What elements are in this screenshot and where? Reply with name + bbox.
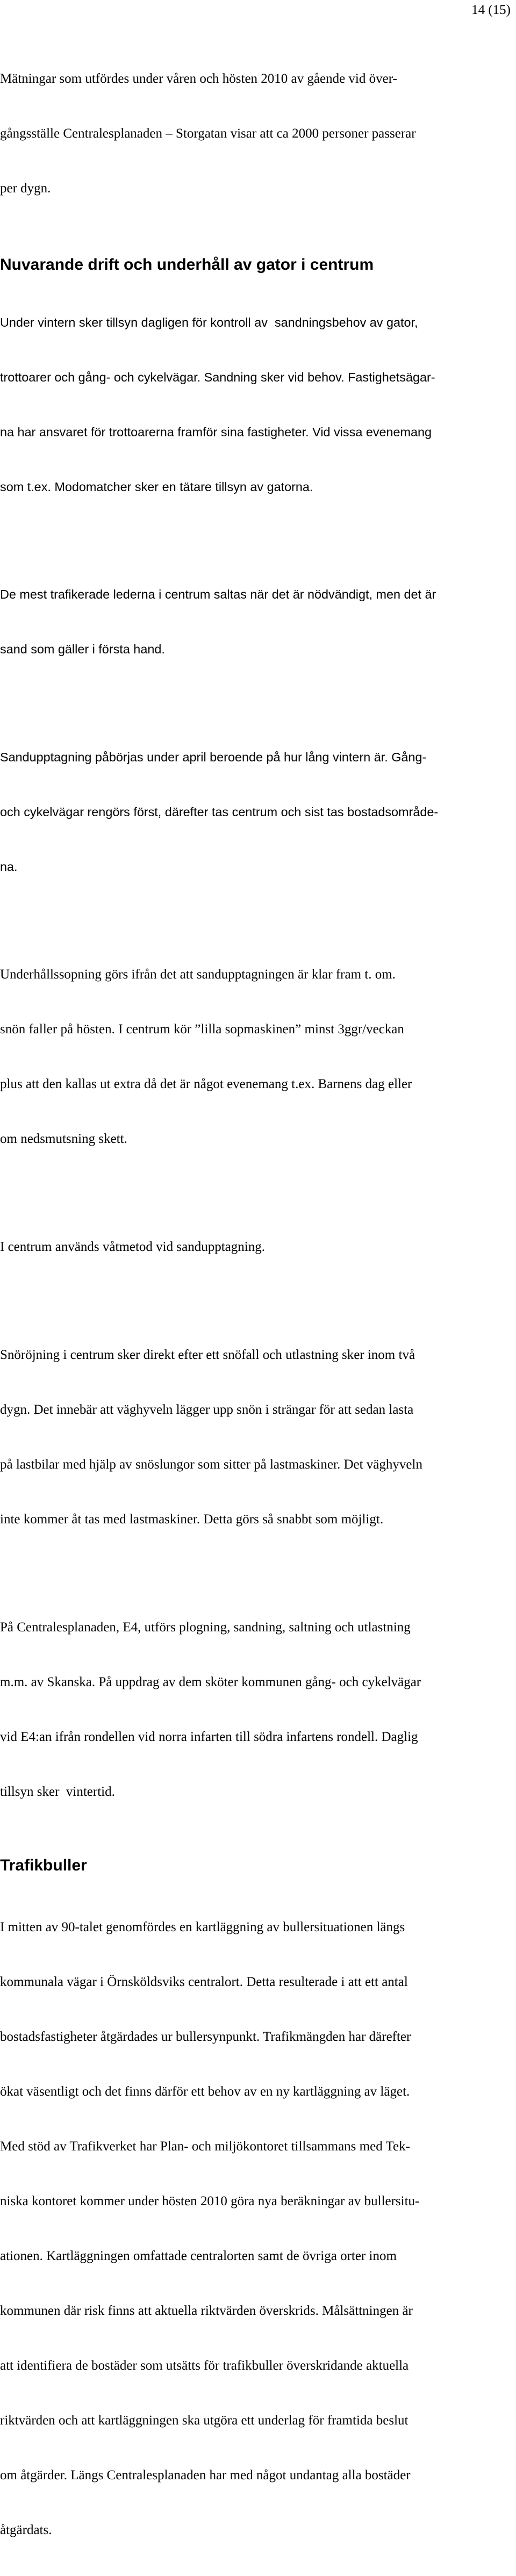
text-line: ationen. Kartläggningen omfattade centralorten samt de övriga orter inom (0, 2249, 397, 2263)
text-line: Snöröjning i centrum sker direkt efter ett snöfall och utlastning sker inom två (0, 1348, 415, 1362)
paragraph-centralesplanaden (0, 1582, 515, 1838)
text-line: plus att den kallas ut extra då det är något evenemang t.ex. Barnens dag eller (0, 1077, 412, 1091)
paragraph-sand-pickup (0, 711, 515, 912)
text-line: De mest trafikerade lederna i centrum saltas när det är nödvändigt, men det är (0, 587, 436, 601)
text-line: dygn. Det innebär att väghyveln lägger upp snön i strängar för att sedan lasta (0, 1402, 414, 1417)
text-line: na har ansvaret för trottoarerna framför sina fastigheter. Vid vissa evenemang (0, 425, 432, 439)
text-line: bostadsfastigheter åtgärdades ur bullersynpunkt. Trafikmängden har därefter (0, 2030, 411, 2044)
text-line: att identifiera de bostäder som utsätts för trafikbuller överskridande aktuella (0, 2358, 409, 2373)
page-number: 14 (15) (471, 3, 511, 17)
text-line: kommunen där risk finns att aktuella riktvärden överskrids. Målsättningen är (0, 2304, 413, 2318)
text-line: m.m. av Skanska. På uppdrag av dem sköter kommunen gång- och cykelvägar (0, 1675, 421, 1689)
text-line: på lastbilar med hjälp av snöslungor som sitter på lastmaskiner. Det väghyveln (0, 1457, 422, 1472)
text-line: riktvärden och att kartläggningen ska utgöra ett underlag för framtida beslut (0, 2413, 408, 2428)
text-line: åtgärdats. (0, 2523, 52, 2537)
text-line: per dygn. (0, 181, 51, 196)
text-line: som t.ex. Modomatcher sker en tätare tillsyn av gatorna. (0, 480, 313, 494)
paragraph-pedestrian-measurements (0, 33, 515, 234)
text-line: Under vintern sker tillsyn dagligen för kontroll av sandningsbehov av gator, (0, 315, 418, 329)
paragraph-noise-mapping (0, 1882, 515, 2576)
text-line: om åtgärder. Längs Centralesplanaden har med något undantag alla bostäder (0, 2468, 411, 2483)
text-line: Mätningar som utfördes under våren och hösten 2010 av gående vid över- (0, 71, 397, 86)
text-line: Sandupptagning påbörjas under april beroende på hur lång vintern är. Gång- (0, 750, 427, 764)
text-line: På Centralesplanaden, E4, utförs plogning, sandning, saltning och utlastning (0, 1620, 411, 1635)
text-line: snön faller på hösten. I centrum kör ”lilla sopmaskinen” minst 3ggr/veckan (0, 1022, 404, 1037)
text-line: Underhållssopning görs ifrån det att sandupptagningen är klar fram t. om. (0, 967, 396, 982)
paragraph-snow-clearing (0, 1309, 515, 1565)
section-heading-traffic-noise: Trafikbuller (0, 1857, 87, 1874)
paragraph-wet-method (0, 1201, 515, 1293)
text-line: I centrum används våtmetod vid sandupptagning. (0, 1240, 265, 1254)
text-line: gångsställe Centralesplanaden – Storgatan visar att ca 2000 personer passerar (0, 126, 416, 141)
text-line: om nedsmutsning skett. (0, 1132, 127, 1146)
text-line: tillsyn sker vintertid. (0, 1785, 115, 1799)
text-line: inte kommer åt tas med lastmaskiner. Detta görs så snabbt som möjligt. (0, 1512, 384, 1527)
text-line: trottoarer och gång- och cykelvägar. Sandning sker vid behov. Fastighetsägar- (0, 370, 435, 384)
text-line: Med stöd av Trafikverket har Plan- och miljökontoret tillsammans med Tek- (0, 2139, 410, 2154)
text-line: och cykelvägar rengörs först, därefter tas centrum och sist tas bostadsområde- (0, 805, 439, 819)
text-line: sand som gäller i första hand. (0, 642, 165, 656)
text-line: kommunala vägar i Örnsköldsviks centralort. Detta resulterade i att ett antal (0, 1975, 408, 1989)
section-heading-maintenance: Nuvarande drift och underhåll av gator i centrum (0, 256, 374, 274)
text-line: I mitten av 90-talet genomfördes en kartläggning av bullersituationen längs (0, 1920, 405, 1934)
document-body (0, 33, 515, 2576)
paragraph-winter-supervision (0, 277, 515, 533)
text-line: niska kontoret kommer under hösten 2010 göra nya beräkningar av bullersitu- (0, 2194, 420, 2208)
text-line: ökat väsentligt och det finns därför ett behov av en ny kartläggning av läget. (0, 2084, 410, 2099)
paragraph-salting (0, 549, 515, 695)
text-line: na. (0, 860, 18, 874)
text-line: vid E4:an ifrån rondellen vid norra infarten till södra infartens rondell. Daglig (0, 1730, 418, 1744)
paragraph-maintenance-sweeping (0, 929, 515, 1185)
